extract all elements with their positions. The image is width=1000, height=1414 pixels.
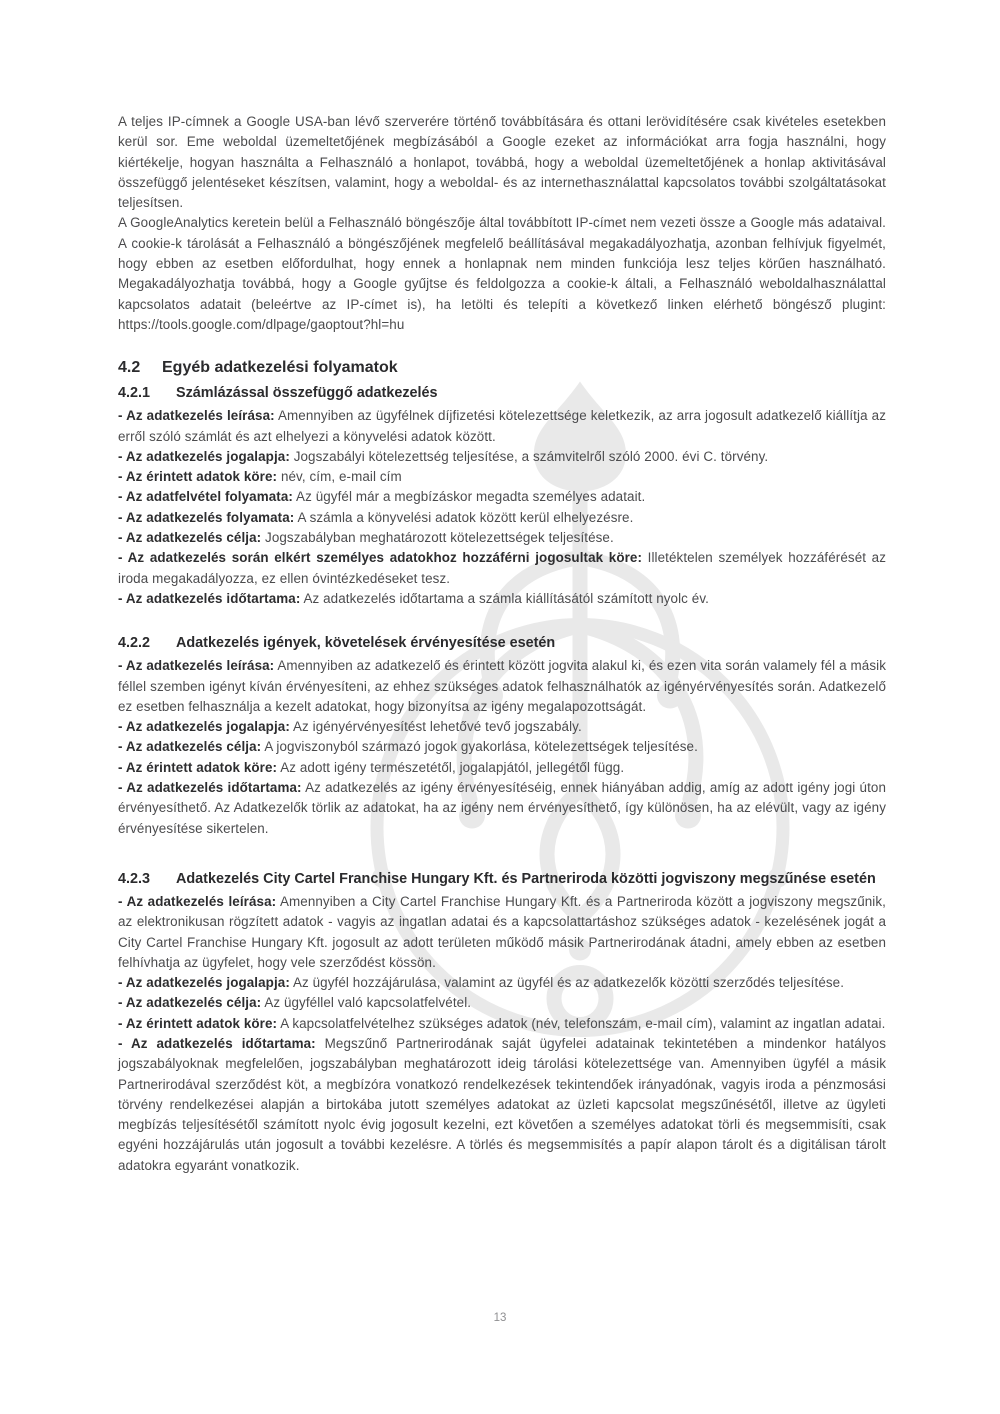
policy-item: - Az adatkezelés célja: Az ügyféllel való kapcsolatfelvétel. [118,995,472,1011]
policy-item: - Az adatkezelés során elkért személyes adatokhoz hozzáférni jogosultak köre: Illetéktelen személyek hozzáférését az iroda megakadályozza, ez ellen óvintézkedéseket tesz. [118,550,887,586]
policy-item: - Az adatkezelés célja: Jogszabályban meghatározott kötelezettségek teljesítése. [118,530,614,546]
document-body [118,112,886,1176]
policy-item: - Az adatkezelés időtartama: Az adatkezelés időtartama a számla kiállításától számított nyolc év. [118,590,709,606]
policy-item: - Az érintett adatok köre: név, cím, e-mail cím [118,469,402,485]
policy-item: - Az adatkezelés időtartama: Az adatkezelés az igény érvényesítéséig, ennek hiányában addig, amíg az adott igény jogi úton érvényesíthető. Az Adatkezelők törlik az adatokat, ha az igény nem érvényesíthető, így különösen, ha az elévült, vagy az igény érvényesítése sikertelen. [118,780,886,836]
page-number: 13 [493,1312,507,1324]
policy-item: - Az érintett adatok köre: Az adott igény természetétől, jogalapjától, jellegétől függ. [118,759,625,775]
section-heading-4-2-1 [118,383,886,404]
section-title: Számlázással összefüggő adatkezelés [176,385,438,402]
section-number: 4.2 [118,359,141,377]
intro-paragraph-1: A teljes IP-címnek a Google USA-ban lévő szerverére történő továbbítására és ottani lerövidítésére csak kivételes esetekben kerül sor. Eme weboldal üzemeltetőjének megbízásából a Google ezeket az információkat arra fogja használni, hogy kiértékelje, hogyan használta a Felhasználó a honlapot, továbbá, hogy a weboldal üzemeltetőjének a honlap aktivitásával összefüggő jelentéseket készítsen, valamint, hogy a weboldal- és az internethasználattal kapcsolatos további szolgáltatásokat teljesítsen. [118,114,886,211]
section-number: 4.2.3 [118,870,151,887]
policy-item: - Az adatkezelés jogalapja: Az ügyfél hozzájárulása, valamint az ügyfél és az adatkezelők közötti szerződés teljesítése. [118,975,845,991]
policy-item: - Az adatkezelés időtartama: Megszűnő Partnerirodának saját ügyfelei adatainak tekintetében a mindenkor hatályos jogszabályoknak megfelelően, jogszabályban meghatározott ideig tárolási kötelezettsége van. Amennyiben ügyfél a másik Partnerirodával szerződést köt, a megbízóra vonatkozó rendelkezések tekintendőek irányadónak, vagyis iroda a pénzmosási törvény rendelkezései alapján a birtokába jutott személyes adatokat az üzleti kapcsolat megszűnésétől, illetve az ügyleti megbízás teljesítésétől számított nyolc évig jogosult kezelni, ezt követően a személyes adatokat törli és megsemmisíti, csak egyéni hozzájárulás után jogosult a további kezelésre. A törlés és megsemmisítés a papír alapon tárolt és a digitálisan tárolt adatokra egyaránt vonatkozik. [118,1035,886,1173]
section-number: 4.2.2 [118,635,151,652]
policy-item: - Az adatkezelés leírása: Amennyiben az ügyfélnek díjfizetési kötelezettsége keletkezik, az arra jogosult adatkezelő kiállítja az erről szóló számlát és azt elhelyezi a könyvelési adatok között. [118,408,886,444]
section-heading-4-2-2 [118,633,886,654]
policy-item: - Az adatkezelés leírása: Amennyiben a City Cartel Franchise Hungary Kft. és a Partneriroda között a jogviszony megszűnik, az elektronikusan rögzített adatok - vagyis az ingatlan adatai és a kapcsolattartáshoz szükséges adatok - kezelésének jogát a City Cartel Franchise Hungary Kft. jogosult az adott területen működő másik Partnerirodának átadni, amely ebben az esetben felhívhatja az ügyfelet, hogy vele szerződést kössön. [118,893,887,970]
policy-item: - Az adatkezelés folyamata: A számla a könyvelési adatok között kerül elhelyezésre. [118,509,634,525]
intro-paragraph-2-text: A GoogleAnalytics keretein belül a Felhasználó böngészője által továbbított IP-címet nem vezeti össze a Google más adataival. A cookie-k tárolását a Felhasználó a böngészőjének megfelelő beállításával megakadályozhatja, azonban felhívjuk figyelmét, hogy ebben az esetben előfordulhat, hogy ennek a honlapnak nem minden funkciója lesz teljes körűen használható. Megakadályozhatja továbbá, hogy a Google gyűjtse és feldolgozza a cookie-k általi, a Felhasználó weboldalhasználattal kapcsolatos adatait (beleértve az IP-címet is), ha letölti és telepíti a következő linken elérhető böngésző plugint: [118,215,886,312]
section-title: Adatkezelés igények, követelések érvényesítése esetén [176,635,556,652]
gaoptout-link[interactable]: https://tools.google.com/dlpage/gaoptout?hl=hu [118,316,405,332]
policy-item: - Az adatkezelés célja: A jogviszonyból származó jogok gyakorlása, kötelezettségek teljesítése. [118,739,698,755]
section-heading-4-2-3 [118,869,886,890]
policy-item: - Az adatkezelés leírása: Amennyiben az adatkezelő és érintett között jogvita alakul ki, és ezen vita során valamely fél a másik féllel szemben igényt kíván érvényesíteni, az ehhez szükséges adatok felhasználhatók az igényérvényesítés során. Adatkezelő ez esetben felhasználja a kezelt adatokat, hogy bizonyítsa az igény megalapozottságát. [118,658,886,714]
policy-item: - Az adatkezelés jogalapja: Az igényérvényesítést lehetővé tevő jogszabály. [118,719,582,735]
section-heading-4-2 [118,357,886,379]
section-title: Egyéb adatkezelési folyamatok [162,359,398,377]
policy-item: - Az érintett adatok köre: A kapcsolatfelvételhez szükséges adatok (név, telefonszám, e-mail cím), valamint az ingatlan adatai. [118,1015,886,1031]
policy-item: - Az adatfelvétel folyamata: Az ügyfél már a megbízáskor megadta személyes adatait. [118,489,646,505]
policy-item: - Az adatkezelés jogalapja: Jogszabályi kötelezettség teljesítése, a számvitelről szóló 2000. évi C. törvény. [118,448,769,464]
section-number: 4.2.1 [118,385,151,402]
intro-paragraph-2 [118,213,886,335]
section-title: Adatkezelés City Cartel Franchise Hungary Kft. és Partneriroda közötti jogviszony megszűnése esetén [176,870,876,887]
